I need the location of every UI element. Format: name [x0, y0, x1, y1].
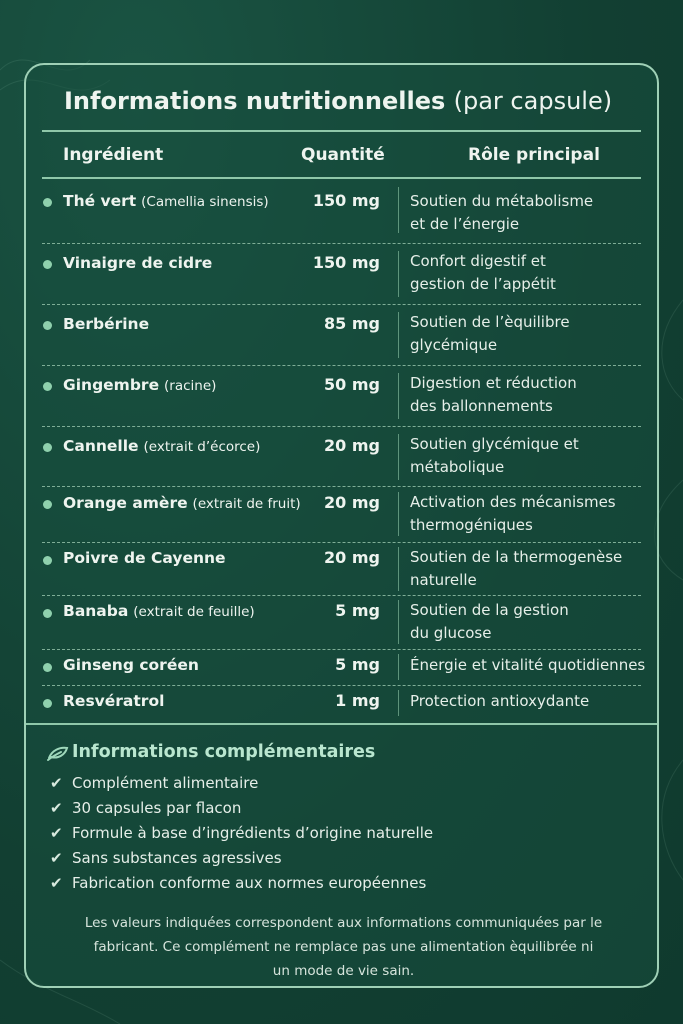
ingredient-cell: [63, 376, 216, 394]
role-line: Confort digestif et: [410, 252, 546, 270]
bullet-dot: [43, 260, 52, 269]
role-line: et de l’énergie: [410, 215, 520, 233]
role-line: Soutien de la thermogenèse: [410, 548, 623, 566]
section-divider: [26, 723, 657, 725]
role-cell: [410, 546, 665, 592]
complementary-item-text: Formule à base d’ingrédients d’origine naturelle: [72, 824, 434, 842]
bullet-dot: [43, 198, 52, 207]
title-divider: [42, 130, 641, 132]
column-separator: [398, 312, 399, 358]
quantity-value: 50 mg: [324, 375, 380, 394]
ingredient-name: Ginseng coréen: [63, 656, 199, 674]
role-line: gestion de l’appétit: [410, 275, 556, 293]
table-row: [42, 486, 641, 543]
ingredient-name: Cannelle: [63, 437, 139, 455]
table-row: [42, 177, 641, 244]
role-line: Énergie et vitalité quotidiennes: [410, 656, 646, 674]
role-cell: [410, 690, 665, 713]
role-cell: [410, 654, 680, 677]
ingredient-qualifier: (Camellia sinensis): [141, 194, 269, 210]
column-header-role: Rôle principal: [468, 145, 600, 165]
complementary-item-text: 30 capsules par flacon: [72, 799, 242, 817]
role-cell: [410, 491, 665, 537]
ingredient-cell: [63, 602, 255, 620]
checkmark-icon: ✔: [50, 849, 63, 867]
ingredient-name: Berbérine: [63, 315, 150, 333]
ingredient-cell: [63, 437, 260, 455]
role-line: Soutien glycémique et: [410, 435, 579, 453]
ingredient-name: Poivre de Cayenne: [63, 549, 226, 567]
column-separator: [398, 690, 399, 716]
quantity-value: 150 mg: [312, 191, 380, 210]
ingredient-name: Orange amère: [63, 494, 188, 512]
role-line: Soutien du métabolisme: [410, 192, 594, 210]
ingredient-qualifier: (extrait de feuille): [133, 604, 255, 620]
column-separator: [398, 654, 399, 680]
checkmark-icon: ✔: [50, 824, 63, 842]
bullet-dot: [43, 609, 52, 618]
complementary-item-text: Complément alimentaire: [72, 774, 259, 792]
role-cell: [410, 599, 665, 645]
ingredient-name: Resvératrol: [63, 692, 165, 710]
ingredient-cell: [63, 656, 199, 674]
role-cell: [410, 311, 665, 357]
title-sub: (par capsule): [453, 87, 613, 115]
ingredient-qualifier: (extrait de fruit): [192, 496, 301, 512]
quantity-value: 20 mg: [324, 436, 380, 455]
column-separator: [398, 492, 399, 536]
ingredient-name: Vinaigre de cidre: [63, 254, 213, 272]
disclaimer: [46, 911, 641, 983]
ingredient-name: Banaba: [63, 602, 129, 620]
role-line: Soutien de la gestion: [410, 601, 569, 619]
role-cell: [410, 190, 665, 236]
ingredient-cell: [63, 254, 212, 272]
bullet-dot: [43, 321, 52, 330]
nutrition-card: [24, 63, 659, 988]
ingredient-cell: [63, 315, 149, 333]
role-line: Protection antioxydante: [410, 692, 590, 710]
quantity-value: 150 mg: [312, 253, 380, 272]
table-row: [42, 243, 641, 305]
role-cell: [410, 250, 665, 296]
bullet-dot: [43, 699, 52, 708]
role-line: des ballonnements: [410, 397, 553, 415]
quantity-value: 1 mg: [335, 691, 380, 710]
table-row: [42, 595, 641, 650]
ingredient-cell: [63, 692, 164, 710]
role-line: Digestion et réduction: [410, 374, 577, 392]
complementary-item: [50, 849, 282, 867]
complementary-item: [50, 824, 433, 842]
disclaimer-line: Les valeurs indiquées correspondent aux informations communiquées par le: [84, 915, 603, 931]
role-line: métabolique: [410, 458, 505, 476]
role-line: Soutien de l’èquilibre: [410, 313, 570, 331]
bullet-dot: [43, 382, 52, 391]
column-separator: [398, 251, 399, 297]
page-title: [64, 87, 612, 115]
table-row: [42, 542, 641, 596]
quantity-value: 20 mg: [324, 548, 380, 567]
quantity-value: 5 mg: [335, 655, 380, 674]
column-separator: [398, 547, 399, 591]
column-separator: [398, 600, 399, 644]
checkmark-icon: ✔: [50, 799, 63, 817]
column-separator: [398, 187, 399, 233]
role-line: Activation des mécanismes: [410, 493, 616, 511]
ingredient-name: Thé vert: [63, 192, 137, 210]
table-row: [42, 685, 641, 721]
column-separator: [398, 434, 399, 480]
table-row: [42, 365, 641, 427]
complementary-item-text: Sans substances agressives: [72, 849, 282, 867]
ingredient-qualifier: (extrait d’écorce): [143, 439, 261, 455]
ingredient-name: Gingembre: [63, 376, 160, 394]
ingredient-cell: [63, 192, 269, 210]
bullet-dot: [43, 443, 52, 452]
ingredient-cell: [63, 494, 301, 512]
table-row: [42, 304, 641, 366]
ingredient-qualifier: (racine): [164, 378, 217, 394]
bullet-dot: [43, 556, 52, 565]
checkmark-icon: ✔: [50, 874, 63, 892]
column-header-quantity: Quantité: [301, 145, 385, 165]
complementary-item: [50, 774, 258, 792]
role-line: du glucose: [410, 624, 492, 642]
column-separator: [398, 373, 399, 419]
quantity-value: 85 mg: [324, 314, 380, 333]
quantity-value: 20 mg: [324, 493, 380, 512]
ingredient-cell: [63, 549, 226, 567]
complementary-title: Informations complémentaires: [72, 742, 376, 762]
title-main: Informations nutritionnelles: [64, 87, 446, 115]
complementary-item-text: Fabrication conforme aux normes européennes: [72, 874, 427, 892]
role-line: thermogéniques: [410, 516, 533, 534]
role-line: naturelle: [410, 571, 477, 589]
column-header-ingredient: Ingrédient: [63, 145, 164, 165]
role-cell: [410, 433, 665, 479]
disclaimer-line: un mode de vie sain.: [272, 963, 415, 979]
role-line: glycémique: [410, 336, 498, 354]
leaf-icon: [46, 744, 70, 762]
checkmark-icon: ✔: [50, 774, 63, 792]
bullet-dot: [43, 663, 52, 672]
complementary-item: [50, 874, 426, 892]
bullet-dot: [43, 500, 52, 509]
table-row: [42, 426, 641, 487]
role-cell: [410, 372, 665, 418]
complementary-item: [50, 799, 241, 817]
table-row: [42, 649, 646, 686]
disclaimer-line: fabricant. Ce complément ne remplace pas une alimentation èquilibrée ni: [93, 939, 594, 955]
quantity-value: 5 mg: [335, 601, 380, 620]
